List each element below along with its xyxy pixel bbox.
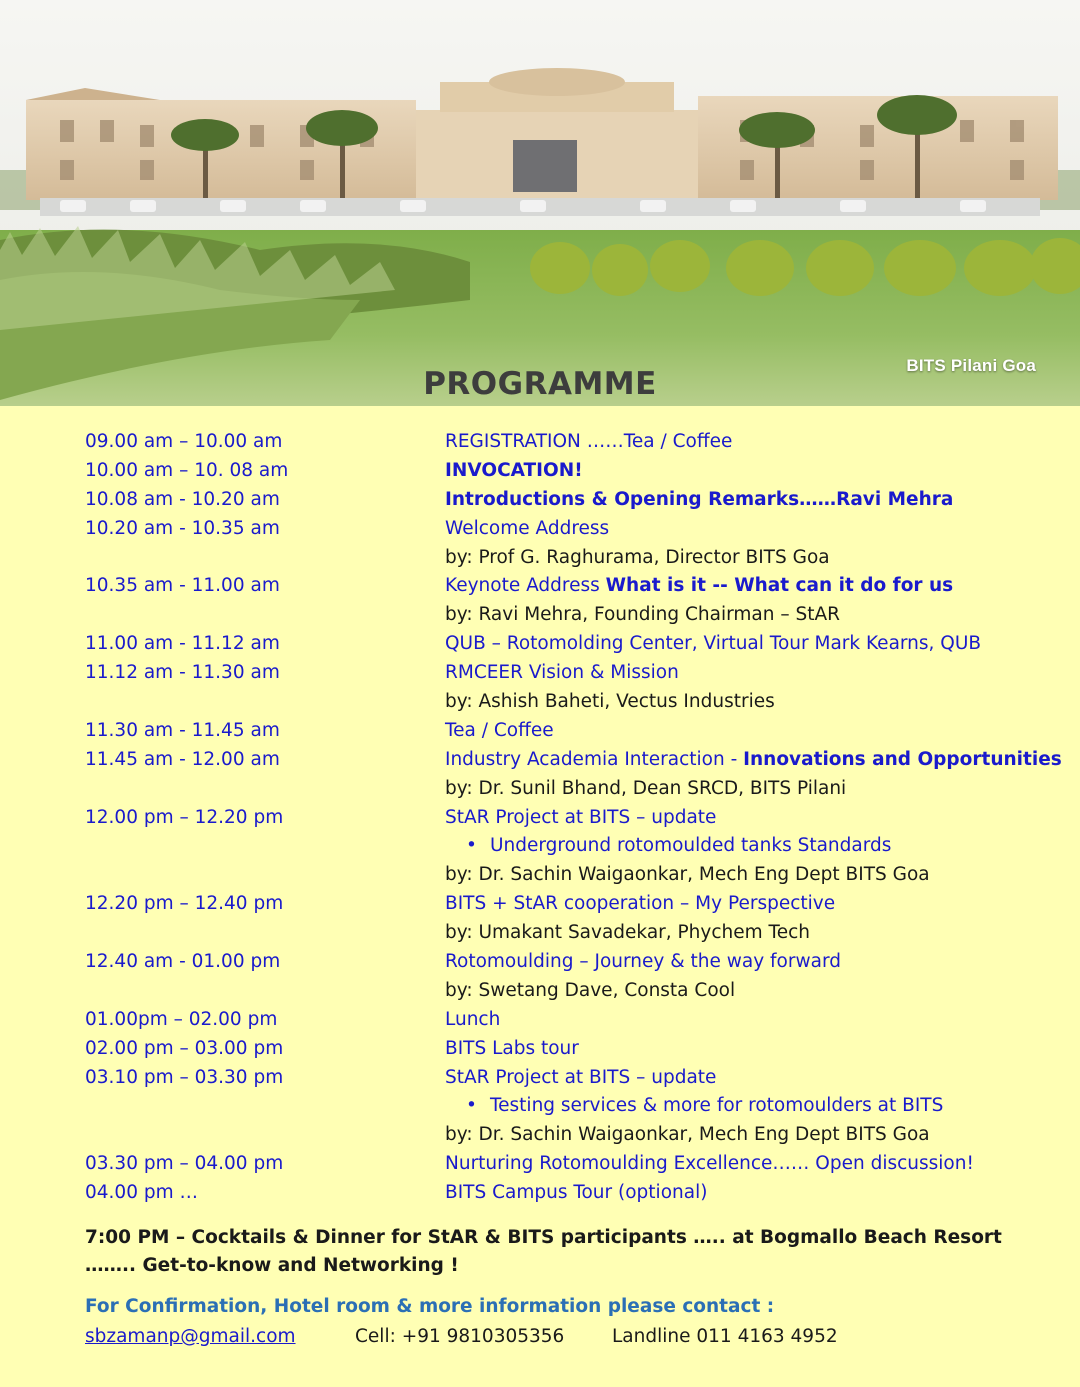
schedule-row — [85, 630, 1075, 659]
schedule-time: 03.10 pm – 03.30 pm — [85, 1066, 284, 1088]
schedule-row — [85, 919, 1075, 948]
schedule-time: 10.35 am - 11.00 am — [85, 575, 280, 597]
schedule-time: 12.00 pm – 12.20 pm — [85, 806, 284, 828]
schedule-event: BITS Labs tour — [445, 1037, 579, 1059]
schedule-event — [445, 746, 1062, 775]
schedule-speaker: by: Ashish Baheti, Vectus Industries — [445, 691, 775, 713]
schedule-row — [85, 601, 1075, 630]
schedule-row — [85, 515, 1075, 544]
schedule-time: 11.12 am - 11.30 am — [85, 662, 280, 684]
schedule-speaker: by: Ravi Mehra, Founding Chairman – StAR — [445, 604, 840, 626]
schedule-row — [85, 1092, 1075, 1121]
schedule-event: RMCEER Vision & Mission — [445, 662, 679, 684]
schedule-time: 01.00pm – 02.00 pm — [85, 1008, 278, 1030]
evening-event — [85, 1224, 1065, 1280]
schedule-time: 09.00 am – 10.00 am — [85, 431, 283, 452]
schedule-event-highlight: Innovations and Opportunities — [743, 748, 1062, 770]
schedule-event: INVOCATION! — [445, 459, 583, 481]
schedule-event: StAR Project at BITS – update — [445, 1066, 717, 1088]
contact-email-link[interactable]: sbzamanp@gmail.com — [85, 1326, 296, 1347]
contact-cell: Cell: +91 9810305356 — [355, 1326, 565, 1347]
schedule-row — [85, 1121, 1075, 1150]
schedule-event: BITS + StAR cooperation – My Perspective — [445, 893, 836, 915]
schedule-row — [85, 890, 1075, 919]
contact-heading: For Confirmation, Hotel room & more information please contact : — [85, 1296, 775, 1317]
schedule-time: 10.08 am - 10.20 am — [85, 488, 280, 510]
campus-photo — [0, 0, 1080, 406]
schedule-row — [85, 428, 1075, 457]
contact-details — [85, 1326, 838, 1347]
schedule-time: 12.40 am - 01.00 pm — [85, 951, 281, 973]
schedule-speaker: by: Dr. Sunil Bhand, Dean SRCD, BITS Pilani — [445, 777, 847, 799]
schedule-time: 11.45 am - 12.00 am — [85, 748, 280, 770]
schedule-list — [85, 428, 1075, 1208]
schedule-event — [445, 572, 953, 601]
schedule-speaker: by: Swetang Dave, Consta Cool — [445, 979, 736, 1001]
schedule-row — [85, 457, 1075, 486]
schedule-event-highlight: What is it -- What can it do for us — [605, 575, 954, 597]
page-title: PROGRAMME — [423, 366, 657, 402]
schedule-row — [85, 486, 1075, 515]
schedule-bullet-item: • Underground rotomoulded tanks Standards — [490, 832, 891, 861]
campus-illustration — [0, 0, 1080, 406]
schedule-row — [85, 544, 1075, 573]
schedule-row — [85, 804, 1075, 833]
schedule-event-part: Keynote Address — [445, 575, 606, 597]
schedule-row — [85, 1035, 1075, 1064]
schedule-time: 04.00 pm … — [85, 1182, 198, 1204]
schedule-event: Introductions & Opening Remarks……Ravi Mehra — [445, 488, 954, 510]
schedule-row — [85, 572, 1075, 601]
schedule-speaker: by: Umakant Savadekar, Phychem Tech — [445, 922, 810, 944]
schedule-bullet-item: • Testing services & more for rotomoulders at BITS — [490, 1092, 943, 1121]
schedule-row — [85, 977, 1075, 1006]
schedule-event: Lunch — [445, 1008, 501, 1030]
schedule-event: Tea / Coffee — [445, 719, 554, 741]
schedule-row — [85, 1179, 1075, 1208]
schedule-row — [85, 948, 1075, 977]
schedule-event: Rotomoulding – Journey & the way forward — [445, 951, 841, 973]
schedule-event: BITS Campus Tour (optional) — [445, 1182, 708, 1204]
schedule-speaker: by: Prof G. Raghurama, Director BITS Goa — [445, 546, 830, 568]
schedule-event: Nurturing Rotomoulding Excellence…… Open discussion! — [445, 1153, 974, 1175]
schedule-time: 11.30 am - 11.45 am — [85, 719, 280, 741]
schedule-event-part: Industry Academia Interaction - — [445, 748, 744, 770]
schedule-event: StAR Project at BITS – update — [445, 806, 717, 828]
schedule-time: 03.30 pm – 04.00 pm — [85, 1153, 284, 1175]
evening-line: 7:00 PM – Cocktails & Dinner for StAR & BITS participants ….. at Bogmallo Beach Resort — [85, 1227, 1002, 1248]
schedule-row — [85, 861, 1075, 890]
schedule-speaker: by: Dr. Sachin Waigaonkar, Mech Eng Dept BITS Goa — [445, 864, 930, 886]
schedule-row — [85, 717, 1075, 746]
evening-line: …….. Get-to-know and Networking ! — [85, 1255, 459, 1276]
schedule-time: 12.20 pm – 12.40 pm — [85, 893, 284, 915]
schedule-row — [85, 1150, 1075, 1179]
schedule-speaker: by: Dr. Sachin Waigaonkar, Mech Eng Dept BITS Goa — [445, 1124, 930, 1146]
schedule-row — [85, 746, 1075, 775]
schedule-row — [85, 832, 1075, 861]
contact-landline: Landline 011 4163 4952 — [612, 1326, 838, 1347]
schedule-event: REGISTRATION ……Tea / Coffee — [445, 431, 733, 452]
schedule-row — [85, 688, 1075, 717]
schedule-time: 10.20 am - 10.35 am — [85, 517, 280, 539]
schedule-event: QUB – Rotomolding Center, Virtual Tour Mark Kearns, QUB — [445, 633, 982, 655]
schedule-time: 11.00 am - 11.12 am — [85, 633, 280, 655]
schedule-row — [85, 1064, 1075, 1093]
schedule-row — [85, 659, 1075, 688]
photo-caption: BITS Pilani Goa — [906, 356, 1036, 375]
schedule-time: 02.00 pm – 03.00 pm — [85, 1037, 284, 1059]
schedule-row — [85, 775, 1075, 804]
schedule-time: 10.00 am – 10. 08 am — [85, 459, 289, 481]
schedule-event: Welcome Address — [445, 517, 610, 539]
schedule-row — [85, 1006, 1075, 1035]
